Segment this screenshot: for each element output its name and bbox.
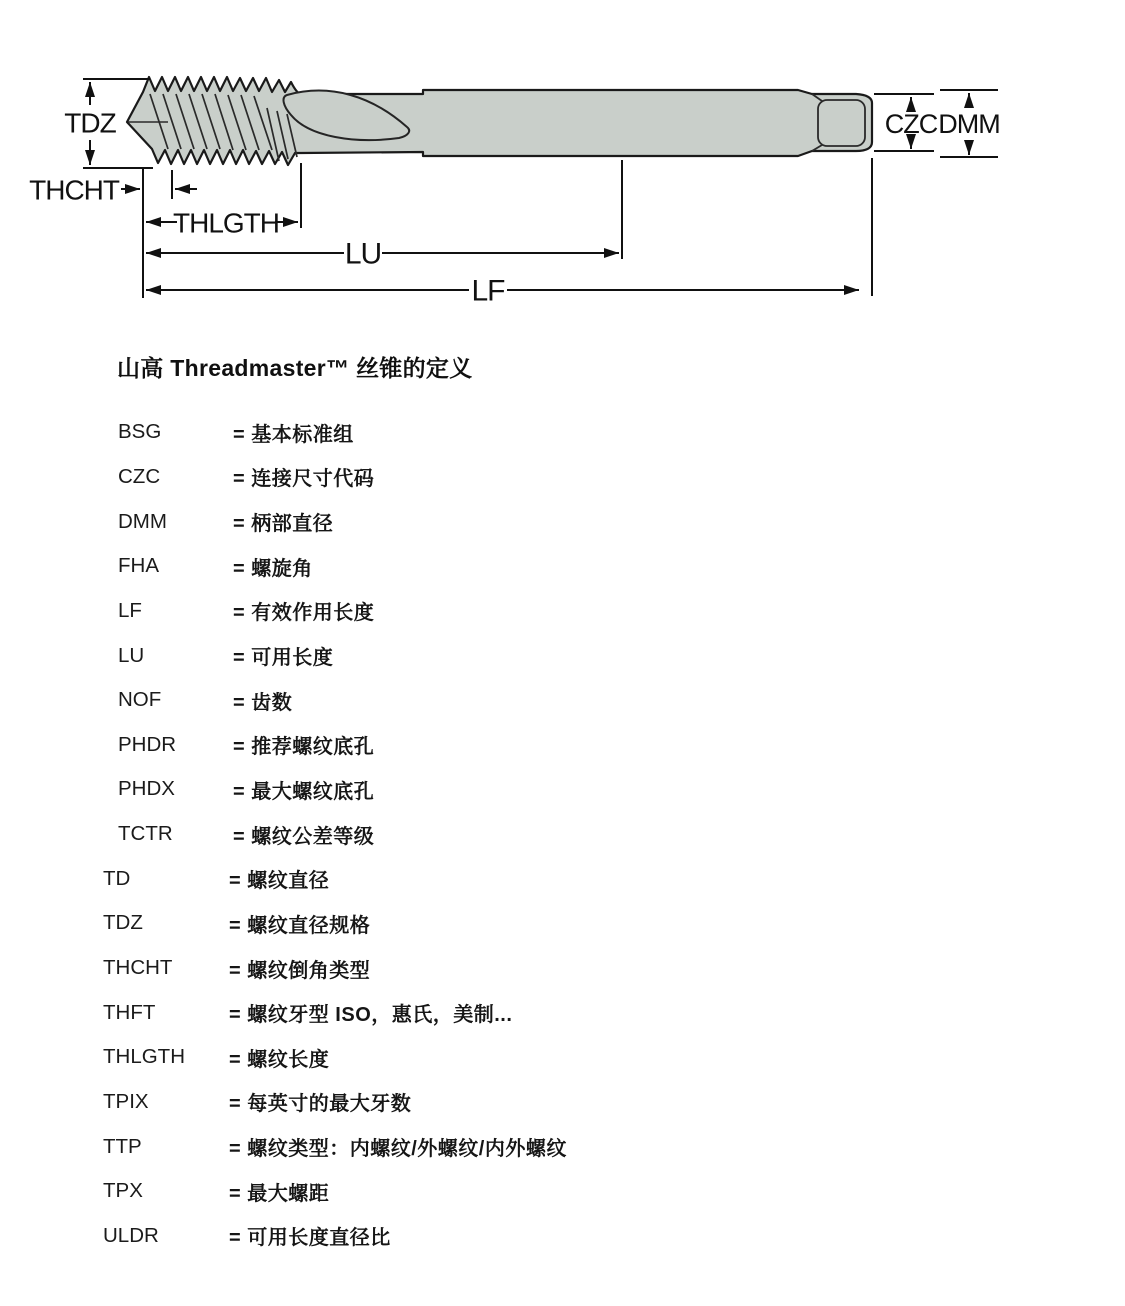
definitions-list: [0, 410, 1050, 1258]
term-abbr: THLGTH: [103, 1045, 185, 1069]
term-definition: = 螺纹类型：内螺纹/外螺纹/内外螺纹: [229, 1138, 567, 1161]
term-definition: = 基本标准组: [233, 423, 354, 446]
term-abbr: BSG: [118, 420, 162, 444]
term-abbr: TDZ: [103, 911, 143, 935]
definition-row: [0, 767, 1050, 812]
definition-row: [0, 946, 1050, 991]
term-definition: = 连接尺寸代码: [233, 468, 375, 491]
definition-row: [0, 990, 1050, 1035]
term-abbr: TD: [103, 866, 131, 890]
term-abbr: TTP: [103, 1134, 142, 1158]
dimension-label-lf: LF: [471, 274, 505, 308]
term-definition: = 齿数: [233, 691, 293, 714]
definition-row: [0, 1035, 1050, 1080]
tap-body: [127, 77, 872, 165]
term-abbr: CZC: [118, 464, 161, 488]
term-abbr: LF: [118, 598, 142, 622]
dimension-label-dmm: DMM: [938, 109, 1000, 139]
term-abbr: NOF: [118, 688, 162, 712]
term-abbr: TCTR: [118, 822, 173, 846]
definition-row: [0, 856, 1050, 901]
term-definition: = 螺纹牙型 ISO，惠氏，美制...: [229, 1004, 513, 1027]
term-abbr: ULDR: [103, 1223, 159, 1247]
term-abbr: THCHT: [103, 956, 173, 979]
term-definition: = 螺纹倒角类型: [229, 959, 371, 982]
term-abbr: LU: [118, 643, 145, 667]
term-definition: = 可用长度直径比: [229, 1227, 391, 1250]
term-definition: = 有效作用长度: [233, 602, 375, 625]
definition-row: [0, 589, 1050, 634]
term-abbr: FHA: [118, 554, 159, 578]
term-definition: = 推荐螺纹底孔: [233, 736, 375, 759]
term-definition: = 最大螺纹底孔: [233, 780, 375, 803]
tap-outline: [127, 77, 872, 165]
dimension-label-tdz: TDZ: [64, 107, 116, 139]
definition-row: [0, 1169, 1050, 1214]
definition-row: [0, 633, 1050, 678]
dimension-label-thlgth: THLGTH: [173, 207, 279, 239]
definition-row: [0, 499, 1050, 544]
dimension-label-lu: LU: [344, 237, 382, 271]
dimension-label-czc: CZC: [884, 109, 938, 139]
term-definition: = 可用长度: [233, 647, 334, 670]
definition-row: [0, 455, 1050, 500]
definition-row: [0, 1124, 1050, 1169]
term-definition: = 每英寸的最大牙数: [229, 1093, 412, 1116]
definition-row: [0, 1080, 1050, 1125]
section-title: 山高 Threadmaster™ 丝锥的定义: [117, 355, 473, 381]
definition-row: [0, 722, 1050, 767]
term-abbr: PHDX: [118, 777, 175, 801]
term-definition: = 螺纹公差等级: [233, 825, 375, 848]
term-abbr: TPIX: [103, 1089, 149, 1113]
term-abbr: TPX: [103, 1179, 143, 1203]
term-definition: = 螺旋角: [233, 557, 313, 580]
term-abbr: THFT: [103, 1000, 156, 1024]
tap-diagram-svg: [0, 0, 1125, 335]
definition-row: [0, 1214, 1050, 1259]
tap-technical-drawing: [0, 0, 1125, 335]
term-abbr: DMM: [118, 509, 167, 533]
term-definition: = 螺纹直径规格: [229, 914, 371, 937]
term-definition: = 螺纹长度: [229, 1048, 330, 1071]
definition-row: [0, 410, 1050, 455]
term-definition: = 最大螺距: [229, 1182, 330, 1205]
term-abbr: PHDR: [118, 732, 177, 756]
term-definition: = 柄部直径: [233, 513, 334, 536]
definition-row: [0, 901, 1050, 946]
dimension-label-thcht: THCHT: [29, 174, 119, 206]
term-definition: = 螺纹直径: [229, 870, 330, 893]
definition-row: [0, 812, 1050, 857]
definition-row: [0, 678, 1050, 723]
definition-row: [0, 544, 1050, 589]
